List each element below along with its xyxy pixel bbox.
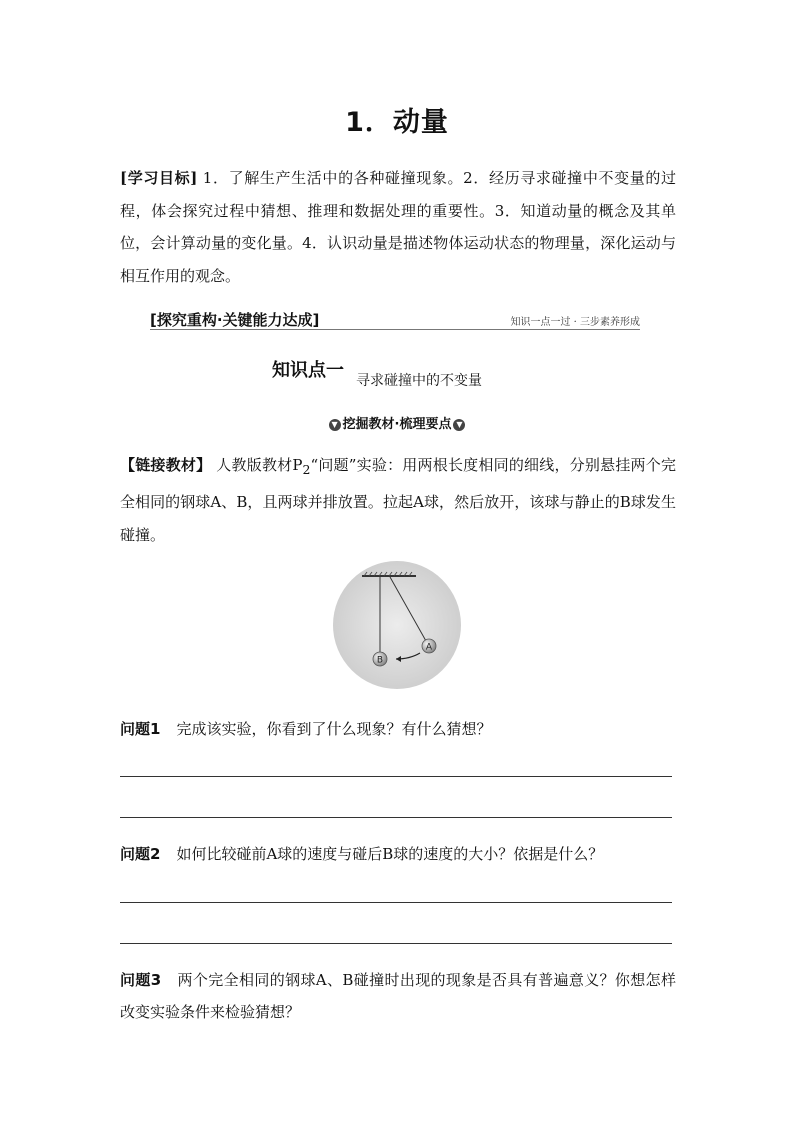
objectives-text: 1．了解生产生活中的各种碰撞现象。2．经历寻求碰撞中不变量的过程，体会探究过程中猜想、推理和数据处理的重要性。3．知道动量的概念及其单位，会计算动量的变化量。4．认识动量是描述物体运动状态的物理量，深化运动与相互作用的观念。 xyxy=(120,169,677,285)
section-title: [探究重构·关键能力达成] xyxy=(150,311,320,329)
learning-objectives xyxy=(120,162,676,292)
ball-b-label: B xyxy=(376,655,384,666)
question-3 xyxy=(120,964,676,1028)
question-2 xyxy=(120,839,676,869)
section-header xyxy=(150,309,640,330)
chevron-down-icon: ▼ xyxy=(453,419,465,431)
chevron-down-icon: ▼ xyxy=(329,419,341,431)
answer-line[interactable] xyxy=(120,776,672,777)
subheading xyxy=(0,413,794,432)
question-2-text: 如何比较碰前A球的速度与碰后B球的速度的大小？依据是什么？ xyxy=(176,845,604,863)
answer-line[interactable] xyxy=(120,817,672,818)
link-tag: 【链接教材】 xyxy=(120,456,212,474)
objectives-tag: [学习目标] xyxy=(120,169,198,187)
question-1 xyxy=(120,714,676,744)
link-text-after: “问题”实验：用两根长度相同的细线，分别悬挂两个完全相同的钢球A、B，且两球并排放置。拉起A球，然后放开，该球与静止的B球发生碰撞。 xyxy=(120,456,676,544)
answer-line[interactable] xyxy=(120,902,672,903)
link-text-before: 人教版教材P xyxy=(211,456,303,474)
pendulum-figure xyxy=(332,560,462,690)
answer-line[interactable] xyxy=(120,943,672,944)
question-1-text: 完成该实验，你看到了什么现象？有什么猜想？ xyxy=(176,720,492,738)
subheading-text: 挖掘教材·梳理要点 xyxy=(342,417,452,432)
page-title: 1．动量 xyxy=(345,107,449,138)
question-3-label: 问题3 xyxy=(120,971,162,989)
pendulum-diagram xyxy=(332,560,462,690)
question-3-text: 两个完全相同的钢球A、B碰撞时出现的现象是否具有普遍意义？你想怎样改变实验条件来检验猜想？ xyxy=(120,971,677,1021)
question-1-label: 问题1 xyxy=(120,720,161,738)
knowledge-point-name: 寻求碰撞中的不变量 xyxy=(356,373,482,389)
ball-a-label: A xyxy=(425,642,433,653)
linked-textbook-paragraph xyxy=(120,449,676,552)
knowledge-point-heading xyxy=(272,356,482,389)
section-subtitle: 知识一点一过 · 三步素养形成 xyxy=(510,317,640,328)
question-2-label: 问题2 xyxy=(120,845,161,863)
figure-background xyxy=(333,561,461,689)
knowledge-point-number: 知识点一 xyxy=(272,360,344,381)
link-subscript: 2 xyxy=(302,462,311,477)
